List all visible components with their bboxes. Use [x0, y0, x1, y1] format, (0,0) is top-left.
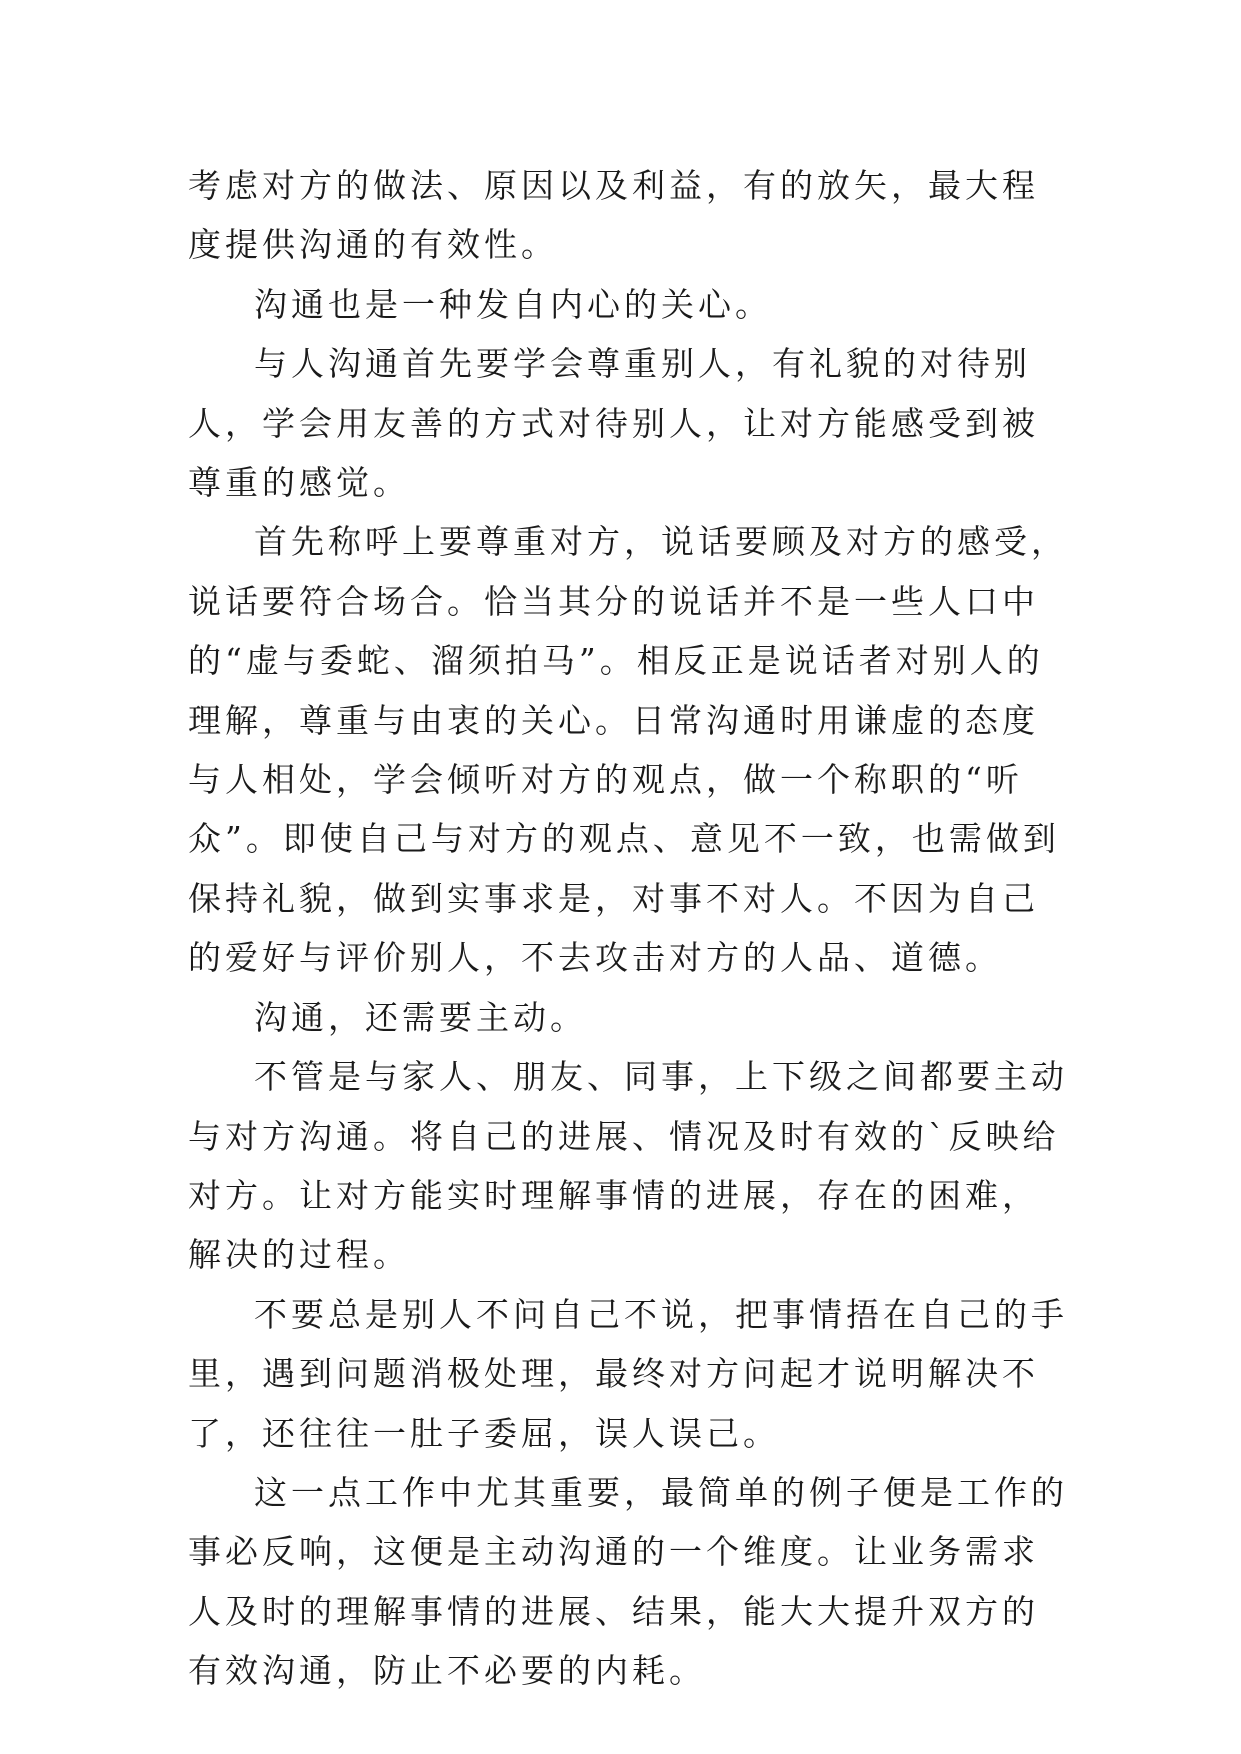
- paragraph: 与人沟通首先要学会尊重别人，有礼貌的对待别人，学会用友善的方式对待别人，让对方能感受到被尊重的感觉。: [188, 344, 1039, 503]
- body-text: [188, 156, 1068, 1701]
- paragraph: 这一点工作中尤其重要，最简单的例子便是工作的事必反响，这便是主动沟通的一个维度。让业务需求人及时的理解事情的进展、结果，能大大提升双方的有效沟通，防止不必要的内耗。: [188, 1472, 1068, 1691]
- paragraph: 沟通，还需要主动。: [254, 997, 587, 1037]
- paragraph: 不要总是别人不问自己不说，把事情捂在自己的手里，遇到问题消极处理，最终对方问起才说明解决不了，还往往一肚子委屈，误人误己。: [188, 1294, 1068, 1453]
- paragraph: 考虑对方的做法、原因以及利益，有的放矢，最大程度提供沟通的有效性。: [188, 166, 1039, 265]
- paragraph: 沟通也是一种发自内心的关心。: [254, 284, 772, 324]
- paragraph: 首先称呼上要尊重对方，说话要顾及对方的感受，说话要符合场合。恰当其分的说话并不是一些人口中的“虚与委蛇、溜须拍马”。相反正是说话者对别人的理解，尊重与由衷的关心。日常沟通时用谦虚的态度与人相处，学会倾听对方的观点，做一个称职的“听众”。即使自己与对方的观点、意见不一致，也需做到保持礼貌，做到实事求是，对事不对人。不因为自己的爱好与评价别人，不去攻击对方的人品、道德。: [188, 522, 1068, 978]
- paragraph: 不管是与家人、朋友、同事，上下级之间都要主动与对方沟通。将自己的进展、情况及时有效的`反映给对方。让对方能实时理解事情的进展，存在的困难，解决的过程。: [188, 1057, 1068, 1275]
